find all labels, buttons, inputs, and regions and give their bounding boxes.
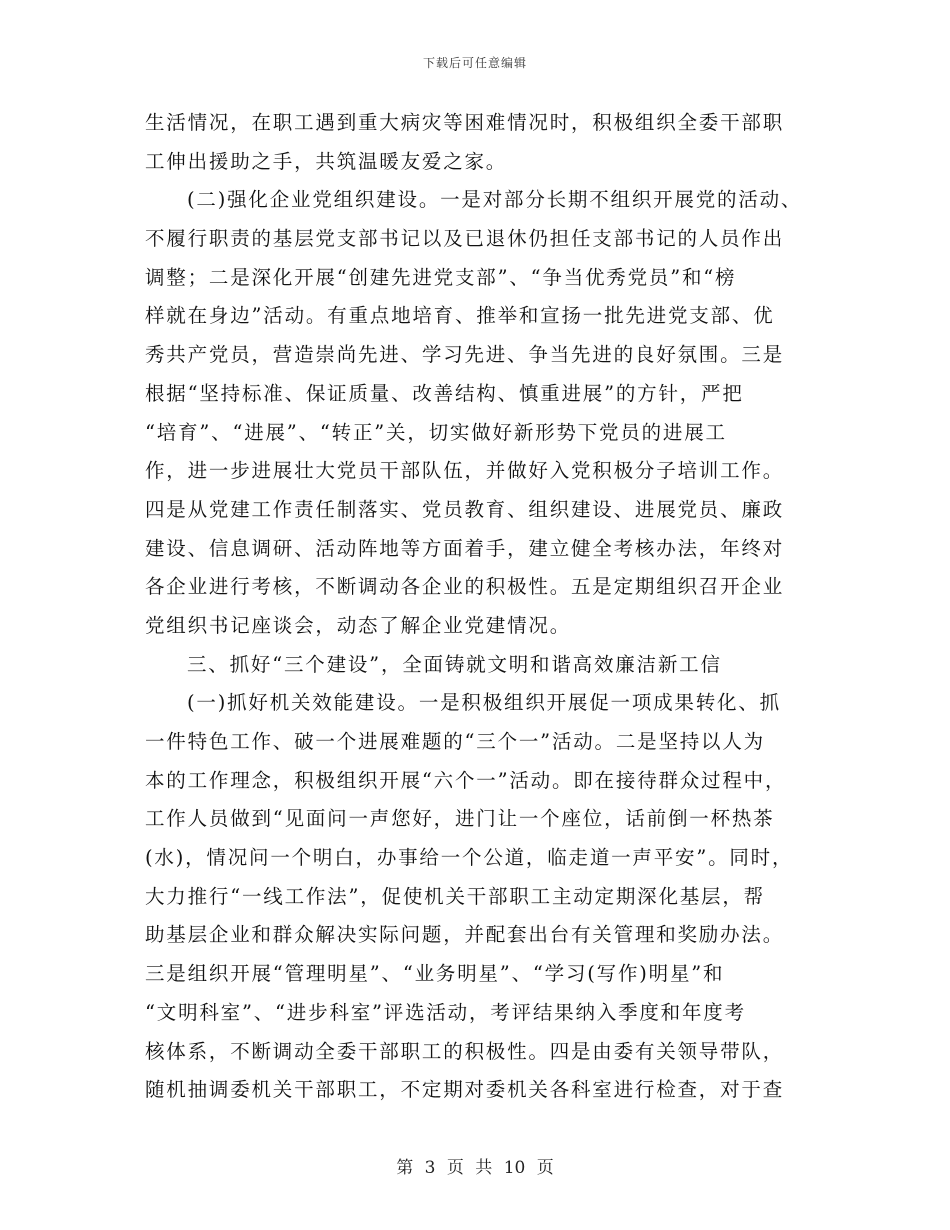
text-line: 一件特色工作、破一个进展难题的“三个一”活动。二是坚持以人为 — [145, 730, 765, 753]
body-text — [145, 104, 825, 1110]
text-line: “文明科室”、“进步科室”评选活动，考评结果纳入季度和年度考 — [145, 1000, 746, 1024]
text-line: 调整；二是深化开展“创建先进党支部”、“争当优秀党员”和“榜 — [145, 265, 737, 289]
text-line: 秀共产党员，营造崇尚先进、学习先进、争当先进的良好氛围。三是 — [145, 343, 785, 367]
text-line: 不履行职责的基层党支部书记以及已退休仍担任支部书记的人员作出 — [145, 227, 785, 251]
text-line: (二)强化企业党组织建设。一是对部分长期不组织开展党的活动、 — [187, 188, 803, 212]
text-line: 核体系，不断调动全委干部职工的积极性。四是由委有关领导带队， — [145, 1039, 785, 1063]
text-line: (一)抓好机关效能建设。一是积极组织开展促一项成果转化、抓 — [187, 691, 781, 715]
text-line: 随机抽调委机关干部职工，不定期对委机关各科室进行检查，对于查 — [145, 1078, 785, 1102]
page-header: 下载后可任意编辑 — [422, 56, 527, 70]
text-line: 助基层企业和群众解决实际问题，并配套出台有关管理和奖励办法。 — [145, 923, 785, 947]
text-line: 四是从党建工作责任制落实、党员教育、组织建设、进展党员、廉政 — [145, 497, 785, 521]
text-line: “培育”、“进展”、“转正”关，切实做好新形势下党员的进展工 — [145, 420, 727, 444]
text-line: 生活情况，在职工遇到重大病灾等困难情况时，积极组织全委干部职 — [145, 111, 785, 134]
text-line: 各企业进行考核，不断调动各企业的积极性。五是定期组织召开企业 — [145, 575, 785, 599]
text-line: 三、抓好“三个建设”，全面铸就文明和谐高效廉洁新工信 — [187, 652, 722, 676]
text-line: 建设、信息调研、活动阵地等方面着手，建立健全考核办法，年终对 — [145, 536, 785, 560]
page-footer: 第 3 页 共 10 页 — [396, 1158, 554, 1178]
text-line: 根据“坚持标准、保证质量、改善结构、慎重进展”的方针，严把 — [145, 381, 744, 405]
text-line: 三是组织开展“管理明星”、“业务明星”、“学习(写作)明星”和 — [145, 962, 725, 986]
text-line: (水)，情况问一个明白，办事给一个公道，临走道一声平安”。同时， — [145, 846, 794, 870]
text-line: 党组织书记座谈会，动态了解企业党建情况。 — [145, 613, 572, 637]
text-line: 工伸出援助之手，共筑温暖友爱之家。 — [145, 149, 508, 173]
text-line: 工作人员做到“见面问一声您好，进门让一个座位，话前倒一杯热茶 — [145, 807, 775, 831]
text-line: 作，进一步进展壮大党员干部队伍，并做好入党积极分子培训工作。 — [145, 459, 785, 483]
text-line: 本的工作理念，积极组织开展“六个一”活动。即在接待群众过程中， — [145, 768, 787, 792]
text-line: 大力推行“一线工作法”，促使机关干部职工主动定期深化基层，帮 — [145, 884, 765, 908]
text-line: 样就在身边”活动。有重点地培育、推举和宣扬一批先进党支部、优 — [145, 304, 775, 328]
